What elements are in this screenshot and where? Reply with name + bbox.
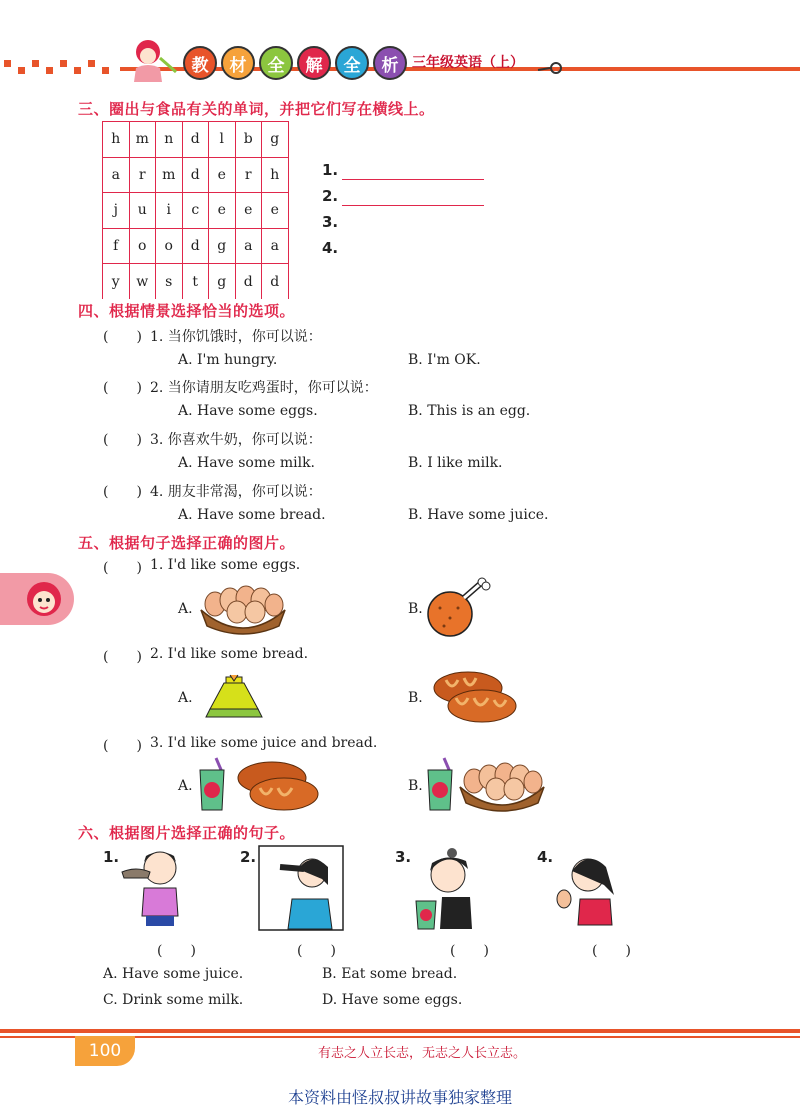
- pen-icon: [538, 60, 562, 76]
- title-badge: 材: [221, 46, 255, 80]
- grade-label: 三年级英语（上）: [412, 55, 524, 71]
- answer-paren[interactable]: ( ): [450, 943, 489, 959]
- section-6-title: 六、根据图片选择正确的句子。: [78, 824, 296, 842]
- grid-cell[interactable]: u: [129, 193, 156, 229]
- option-b: B. Have some juice.: [408, 507, 549, 523]
- grid-cell[interactable]: e: [235, 193, 262, 229]
- bread-icon[interactable]: [230, 758, 320, 812]
- boy-eating-bread-icon[interactable]: [120, 842, 188, 928]
- question-text: 1. 当你饥饿时，你可以说：: [150, 329, 322, 345]
- picture-number: 4.: [537, 848, 554, 866]
- section-5-title: 五、根据句子选择正确的图片。: [78, 534, 296, 552]
- page-number: 100: [75, 1036, 135, 1066]
- grid-cell[interactable]: d: [235, 264, 262, 300]
- option-a-label: A.: [178, 601, 193, 617]
- option-a-label: A.: [178, 690, 193, 706]
- grid-cell[interactable]: d: [182, 228, 209, 264]
- question-text: 3. 你喜欢牛奶，你可以说：: [150, 432, 322, 448]
- answer-paren[interactable]: ( ): [103, 380, 142, 396]
- grid-cell[interactable]: o: [156, 228, 183, 264]
- grid-cell[interactable]: a: [103, 157, 130, 193]
- option-a: A. Have some eggs.: [178, 403, 318, 419]
- juice-cup-icon[interactable]: [424, 758, 456, 812]
- grid-cell[interactable]: r: [235, 157, 262, 193]
- answer-number: 4.: [322, 239, 339, 257]
- skirt-icon[interactable]: [204, 673, 264, 721]
- girl-mascot-icon: [118, 38, 178, 84]
- grid-cell[interactable]: s: [156, 264, 183, 300]
- grid-cell[interactable]: n: [156, 122, 183, 158]
- option-text: B. Eat some bread.: [322, 966, 458, 982]
- word-search-grid: [102, 121, 289, 299]
- answer-number: 2.: [322, 187, 339, 205]
- title-badge: 解: [297, 46, 331, 80]
- grid-cell[interactable]: e: [262, 193, 289, 229]
- egg-basket-icon[interactable]: [456, 757, 548, 815]
- grid-cell[interactable]: l: [209, 122, 236, 158]
- option-b-label: B.: [408, 778, 423, 794]
- side-tab: [0, 573, 74, 625]
- answer-paren[interactable]: ( ): [157, 943, 196, 959]
- picture-number: 2.: [240, 848, 257, 866]
- grid-cell[interactable]: y: [103, 264, 130, 300]
- answer-paren[interactable]: ( ): [103, 649, 142, 665]
- grid-cell[interactable]: h: [103, 122, 130, 158]
- mascot-face-icon: [0, 573, 74, 625]
- question-text: 4. 朋友非常渴，你可以说：: [150, 484, 322, 500]
- grid-cell[interactable]: h: [262, 157, 289, 193]
- grid-cell[interactable]: d: [182, 122, 209, 158]
- grid-cell[interactable]: d: [262, 264, 289, 300]
- girl-juice-icon[interactable]: [412, 845, 482, 931]
- grid-cell[interactable]: a: [262, 228, 289, 264]
- grid-cell[interactable]: e: [209, 193, 236, 229]
- footer-motto: 有志之人立长志，无志之人长立志。: [318, 1046, 527, 1061]
- option-a: A. I'm hungry.: [178, 352, 278, 368]
- grid-cell[interactable]: g: [209, 264, 236, 300]
- answer-line-2[interactable]: [342, 205, 484, 206]
- option-a-label: A.: [178, 778, 193, 794]
- egg-basket-icon[interactable]: [197, 580, 289, 638]
- title-badge: 全: [259, 46, 293, 80]
- grid-cell[interactable]: d: [182, 157, 209, 193]
- answer-line-1[interactable]: [342, 179, 484, 180]
- option-b: B. I'm OK.: [408, 352, 481, 368]
- grid-cell[interactable]: g: [262, 122, 289, 158]
- grid-cell[interactable]: c: [182, 193, 209, 229]
- grid-cell[interactable]: a: [235, 228, 262, 264]
- grid-cell[interactable]: g: [209, 228, 236, 264]
- bread-icon[interactable]: [426, 668, 518, 724]
- grid-cell[interactable]: f: [103, 228, 130, 264]
- answer-paren[interactable]: ( ): [103, 738, 142, 754]
- section-3-title: 三、圈出与食品有关的单词，并把它们写在横线上。: [78, 100, 435, 118]
- answer-paren[interactable]: ( ): [103, 432, 142, 448]
- title-badges: [183, 46, 407, 80]
- title-badge: 教: [183, 46, 217, 80]
- page-header: [0, 38, 800, 90]
- option-b: B. This is an egg.: [408, 403, 531, 419]
- answer-paren[interactable]: ( ): [592, 943, 631, 959]
- picture-number: 1.: [103, 848, 120, 866]
- option-a: A. Have some bread.: [178, 507, 326, 523]
- grid-cell[interactable]: j: [103, 193, 130, 229]
- question-text: 1. I'd like some eggs.: [150, 557, 301, 573]
- grid-cell[interactable]: m: [129, 122, 156, 158]
- girl-drinking-icon[interactable]: [258, 845, 344, 931]
- question-text: 2. 当你请朋友吃鸡蛋时，你可以说：: [150, 380, 378, 396]
- option-b-label: B.: [408, 601, 423, 617]
- juice-cup-icon[interactable]: [196, 758, 228, 812]
- grid-cell[interactable]: e: [209, 157, 236, 193]
- answer-paren[interactable]: ( ): [103, 329, 142, 345]
- grid-cell[interactable]: r: [129, 157, 156, 193]
- section-4-title: 四、根据情景选择恰当的选项。: [78, 302, 296, 320]
- answer-number: 1.: [322, 161, 339, 179]
- option-a: A. Have some milk.: [178, 455, 315, 471]
- answer-paren[interactable]: ( ): [297, 943, 336, 959]
- option-text: A. Have some juice.: [103, 966, 244, 982]
- answer-paren[interactable]: ( ): [103, 560, 142, 576]
- answer-number: 3.: [322, 213, 339, 231]
- option-text: D. Have some eggs.: [322, 992, 463, 1008]
- picture-number: 3.: [395, 848, 412, 866]
- grid-cell[interactable]: b: [235, 122, 262, 158]
- title-badge: 析: [373, 46, 407, 80]
- question-text: 2. I'd like some bread.: [150, 646, 309, 662]
- grid-cell[interactable]: i: [156, 193, 183, 229]
- question-text: 3. I'd like some juice and bread.: [150, 735, 378, 751]
- grid-cell[interactable]: m: [156, 157, 183, 193]
- credit-line: 本资料由怪叔叔讲故事独家整理: [287, 1088, 512, 1107]
- answer-paren[interactable]: ( ): [103, 484, 142, 500]
- title-badge: 全: [335, 46, 369, 80]
- girl-eating-egg-icon[interactable]: [554, 845, 624, 931]
- grid-cell[interactable]: w: [129, 264, 156, 300]
- option-b-label: B.: [408, 690, 423, 706]
- option-b: B. I like milk.: [408, 455, 503, 471]
- chicken-leg-icon[interactable]: [426, 578, 492, 638]
- option-text: C. Drink some milk.: [103, 992, 244, 1008]
- grid-cell[interactable]: o: [129, 228, 156, 264]
- footer-rule: [0, 1029, 800, 1033]
- grid-cell[interactable]: t: [182, 264, 209, 300]
